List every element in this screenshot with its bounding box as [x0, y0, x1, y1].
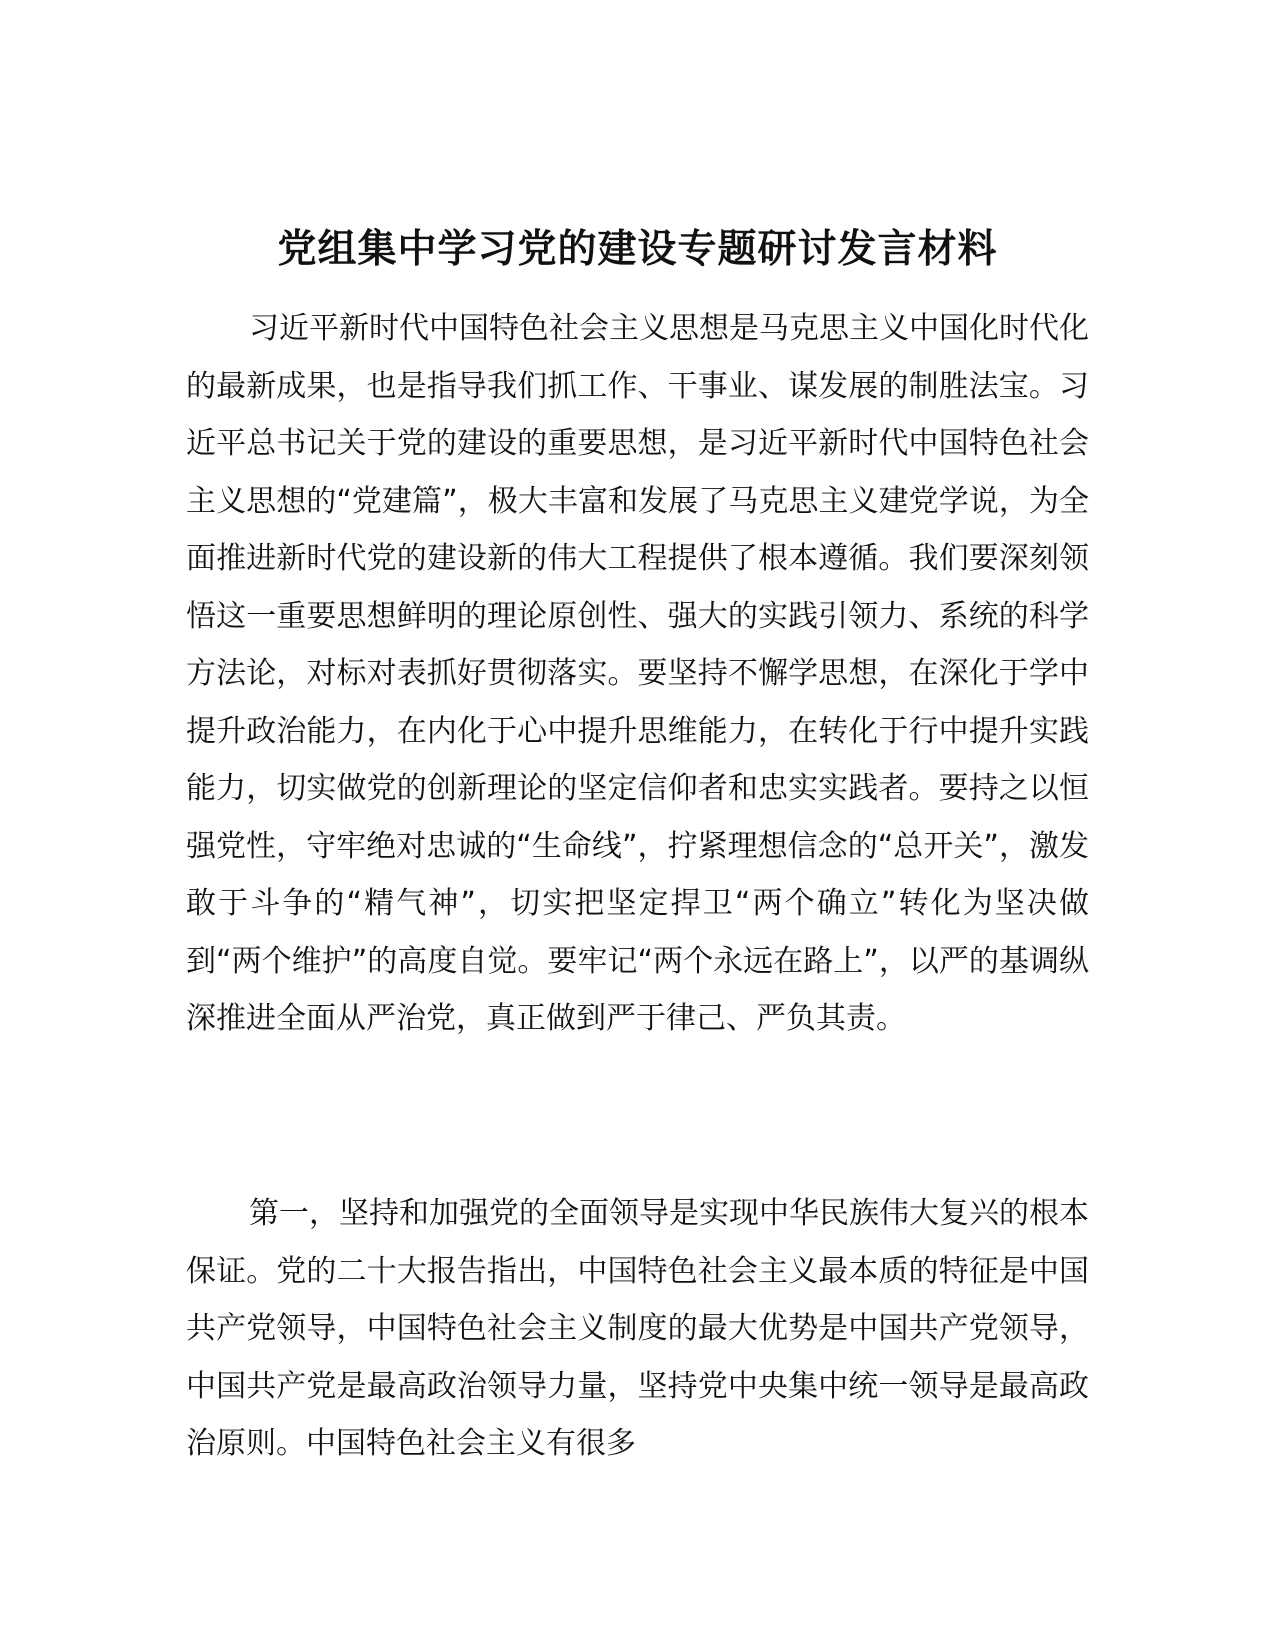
- paragraph-intro: 习近平新时代中国特色社会主义思想是马克思主义中国化时代化的最新成果，也是指导我们抓工作、干事业、谋发展的制胜法宝。习近平总书记关于党的建设的重要思想，是习近平新时代中国特色社会主义思想的“党建篇”，极大丰富和发展了马克思主义建党学说，为全面推进新时代党的建设新的伟大工程提供了根本遵循。我们要深刻领悟这一重要思想鲜明的理论原创性、强大的实践引领力、系统的科学方法论，对标对表抓好贯彻落实。要坚持不懈学思想，在深化于学中提升政治能力，在内化于心中提升思维能力，在转化于行中提升实践能力，切实做党的创新理论的坚定信仰者和忠实实践者。要持之以恒强党性，守牢绝对忠诚的“生命线”，拧紧理想信念的“总开关”，激发敢于斗争的“精气神”，切实把坚定捍卫“两个确立”转化为坚决做到“两个维护”的高度自觉。要牢记“两个永远在路上”，以严的基调纵深推进全面从严治党，真正做到严于律己、严负其责。: [186, 311, 1089, 1036]
- paragraph-first-point: 第一，坚持和加强党的全面领导是实现中华民族伟大复兴的根本保证。党的二十大报告指出，中国特色社会主义最本质的特征是中国共产党领导，中国特色社会主义制度的最大优势是中国共产党领导，中国共产党是最高政治领导力量，坚持党中央集中统一领导是最高政治原则。中国特色社会主义有很多: [186, 1196, 1089, 1461]
- document-title: 党组集中学习党的建设专题研讨发言材料: [277, 227, 998, 272]
